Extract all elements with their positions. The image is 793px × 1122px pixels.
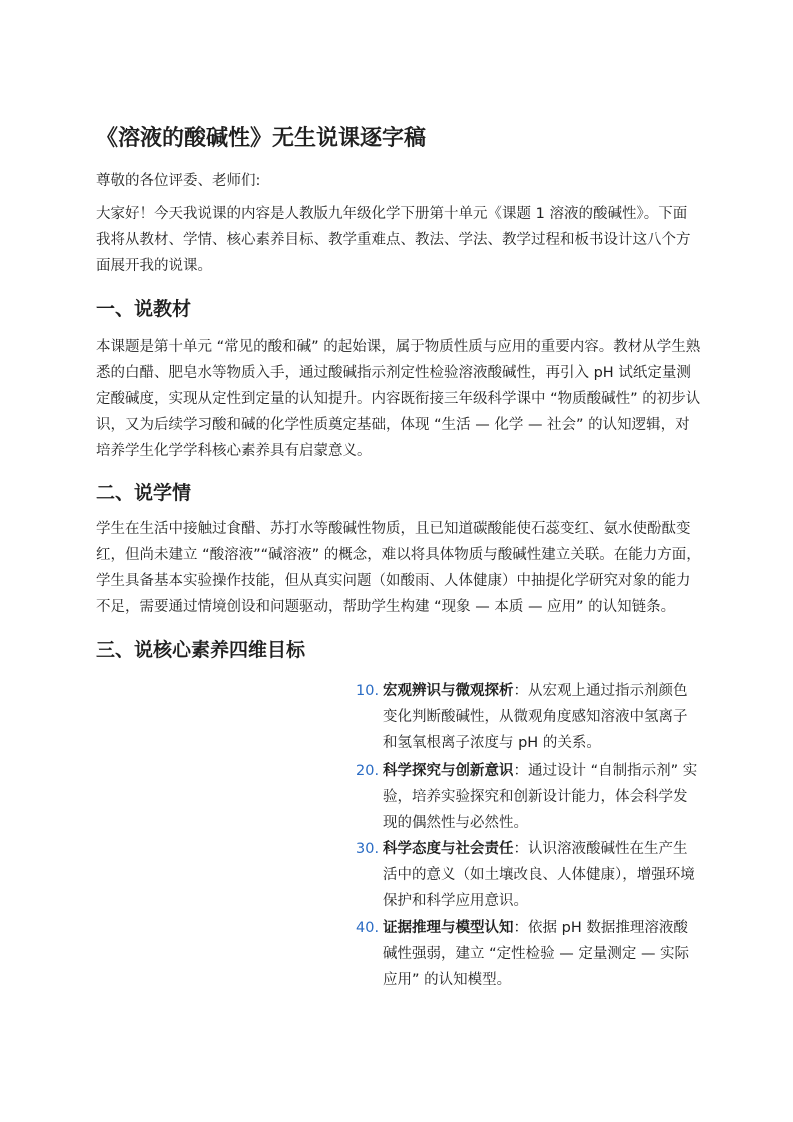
section-body-textbook: 本课题是第十单元 “常见的酸和碱” 的起始课，属于物质性质与应用的重要内容。教材从学生熟悉的白醋、肥皂水等物质入手，通过酸碱指示剂定性检验溶液酸碱性，再引入 pH 试纸定量测定酸碱度，实现从定性到定量的认知提升。内容既衔接三年级科学课中 “物质酸碱性” 的初步认识，又为后续学习酸和碱的化学性质奠定基础，体现 “生活 — 化学 — 社会” 的认知逻辑，对培养学生化学学科核心素养具有启蒙意义。 bbox=[96, 339, 701, 459]
goal-separator: ： bbox=[513, 683, 528, 699]
list-item bbox=[356, 678, 701, 756]
intro-paragraph: 大家好！今天我说课的内容是人教版九年级化学下册第十单元《课题 1 溶液的酸碱性》。下面我将从教材、学情、核心素养目标、教学重难点、教法、学法、教学过程和板书设计这八个方面展开我的说课。 bbox=[96, 206, 691, 274]
goal-separator: ： bbox=[513, 763, 528, 779]
goal-text: 通过设计 “自制指示剂” 实验，培养实验探究和创新设计能力，体会科学发现的偶然性与必然性。 bbox=[383, 763, 698, 831]
section-heading-textbook: 一、说教材 bbox=[96, 298, 192, 320]
document-title: 《溶液的酸碱性》无生说课逐字稿 bbox=[96, 126, 427, 151]
list-item bbox=[356, 915, 701, 993]
goal-label: 宏观辨识与微观探析 bbox=[383, 683, 514, 699]
list-number: 30. bbox=[356, 841, 380, 857]
list-item bbox=[356, 836, 701, 914]
goal-label: 科学探究与创新意识 bbox=[383, 763, 514, 779]
list-number: 40. bbox=[356, 920, 380, 936]
greeting: 尊敬的各位评委、老师们: bbox=[96, 173, 261, 189]
section-heading-students: 二、说学情 bbox=[96, 482, 192, 504]
goal-separator: ： bbox=[513, 841, 528, 857]
goal-text: 依据 pH 数据推理溶液酸碱性强弱，建立 “定性检验 — 定量测定 — 实际应用” 的认知模型。 bbox=[383, 920, 690, 988]
goal-label: 科学态度与社会责任 bbox=[383, 841, 514, 857]
list-item bbox=[356, 758, 701, 836]
section-body-students: 学生在生活中接触过食醋、苏打水等酸碱性物质，且已知道碳酸能使石蕊变红、氨水使酚酞变红，但尚未建立 “酸溶液”“碱溶液” 的概念，难以将具体物质与酸碱性建立关联。在能力方面，学生具备基本实验操作技能，但从真实问题（如酸雨、人体健康）中抽提化学研究对象的能力不足，需要通过情境创设和问题驱动，帮助学生构建 “现象 — 本质 — 应用” 的认知链条。 bbox=[96, 521, 701, 615]
list-number: 20. bbox=[356, 763, 380, 779]
goal-text: 从宏观上通过指示剂颜色变化判断酸碱性，从微观角度感知溶液中氢离子和氢氧根离子浓度与 pH 的关系。 bbox=[383, 683, 688, 751]
section-heading-goals: 三、说核心素养四维目标 bbox=[96, 639, 306, 661]
goal-separator: ： bbox=[513, 920, 528, 936]
list-number: 10. bbox=[356, 683, 380, 699]
goal-label: 证据推理与模型认知 bbox=[383, 920, 514, 936]
goal-text: 认识溶液酸碱性在生产生活中的意义（如土壤改良、人体健康），增强环境保护和科学应用意识。 bbox=[383, 841, 695, 909]
